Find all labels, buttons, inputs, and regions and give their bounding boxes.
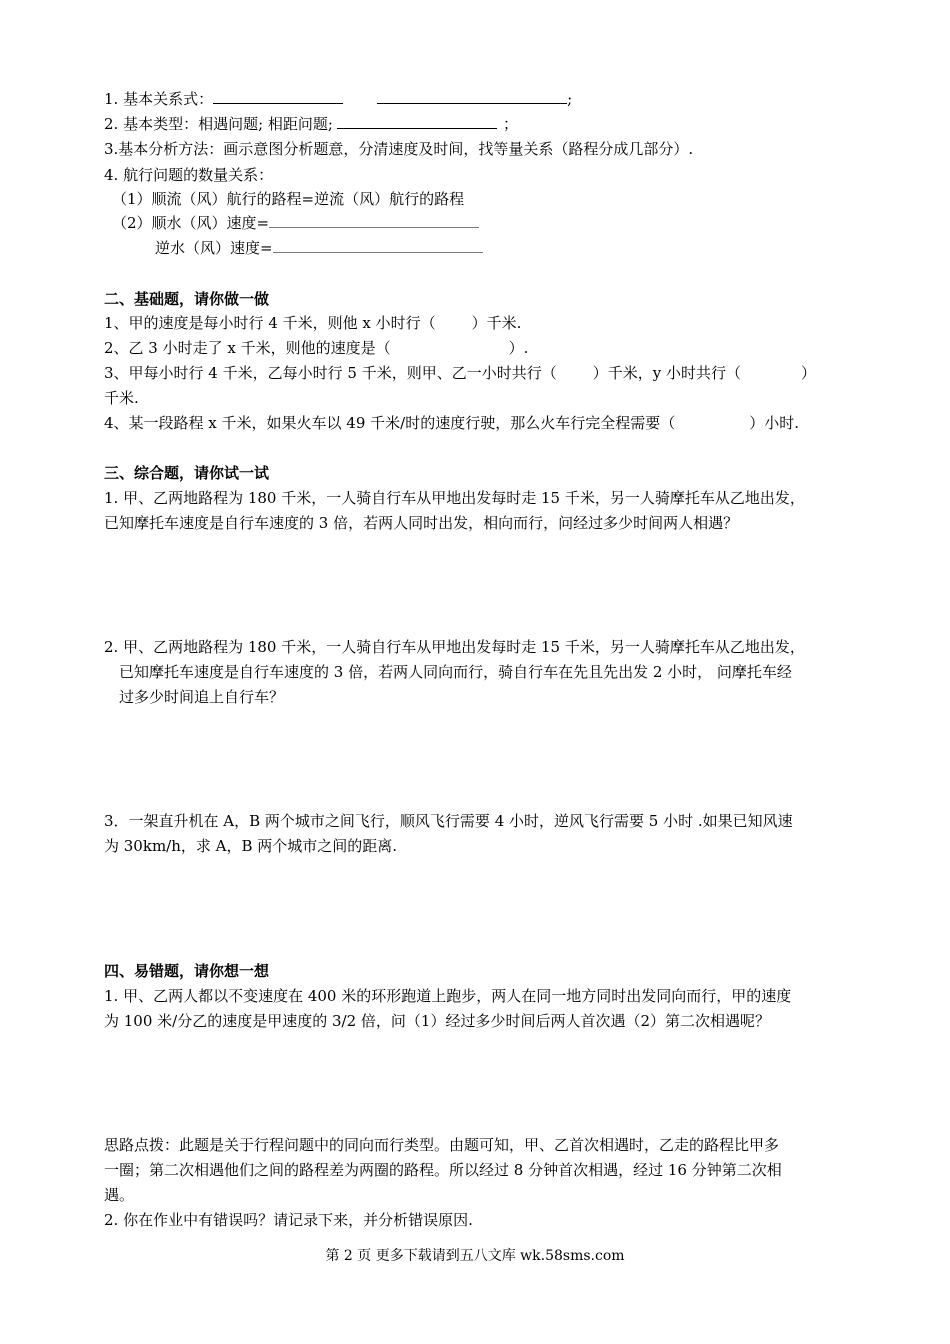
section-3-q1-line1: 1. 甲、乙两地路程为 180 千米，一人骑自行车从甲地出发每时走 15 千米，另一人骑摩托车从乙地出发， (104, 489, 805, 507)
answer-blank[interactable] (273, 238, 483, 253)
section-3-q2-line3: 过多少时间追上自行车？ (119, 688, 285, 706)
section-4-q1-line1: 1. 甲、乙两人都以不变速度在 400 米的环形跑道上跑步，两人在同一地方同时出发同向而行，甲的速度 (104, 987, 792, 1005)
item-1-basic-relation (104, 89, 572, 109)
section-2-q3 (104, 363, 816, 383)
section-2-q1 (104, 313, 521, 333)
item-2-text: 2. 基本类型：相遇问题; 相距问题; (104, 115, 333, 133)
hint-line2: 一圈；第二次相遇他们之间的路程差为两圈的路程。所以经过 8 分钟首次相遇，经过 16 分钟第二次相 (104, 1161, 782, 1179)
item-3-method: 3.基本分析方法：画示意图分析题意，分清速度及时间，找等量关系（路程分成几部分）. (104, 140, 694, 158)
section-2-q3-cont: 千米. (104, 389, 139, 407)
q4-text: 4、某一段路程 x 千米，如果火车以 49 千米/时的速度行驶，那么火车行完全程需要（ (104, 414, 676, 432)
q3-text-end: ） (800, 364, 816, 382)
item-4-3-text: 逆水（风）速度= (155, 239, 273, 257)
answer-blank[interactable] (337, 114, 497, 129)
section-3-heading: 三、综合题，请你试一试 (104, 464, 270, 482)
q2-text-end: ）. (508, 339, 529, 357)
item-4-3 (155, 238, 483, 258)
section-3-q3-line2: 为 30km/h，求 A，B 两个城市之间的距离. (104, 837, 398, 855)
section-4-heading: 四、易错题，请你想一想 (104, 962, 270, 980)
item-4-1: （1）顺流（风）航行的路程=逆流（风）航行的路程 (112, 190, 465, 208)
section-4-q2: 2. 你在作业中有错误吗？请记录下来，并分析错误原因. (104, 1211, 473, 1229)
section-3-q3-line1: 3．一架直升机在 A，B 两个城市之间飞行，顺风飞行需要 4 小时，逆风飞行需要 5 小时 .如果已知风速 (104, 812, 793, 830)
page-footer: 第 2 页 更多下载请到五八文库 wk.58sms.com (325, 1248, 625, 1264)
section-3-q2-line1: 2. 甲、乙两地路程为 180 千米，一人骑自行车从甲地出发每时走 15 千米，另一人骑摩托车从乙地出发， (104, 638, 805, 656)
section-2-q2 (104, 338, 528, 358)
answer-blank[interactable] (269, 213, 479, 228)
section-2-heading: 二、基础题，请你做一做 (104, 290, 270, 308)
item-4-2-text: （2）顺水（风）速度= (112, 214, 270, 232)
answer-blank[interactable] (377, 89, 567, 104)
section-4-q1-line2: 为 100 米/分乙的速度是甲速度的 3/2 倍，问（1）经过多少时间后两人首次遇（2）第二次相遇呢？ (104, 1012, 770, 1030)
section-3-q1-line2: 已知摩托车速度是自行车速度的 3 倍，若两人同时出发，相向而行，问经过多少时间两人相遇？ (104, 514, 739, 532)
item-2-basic-types (104, 114, 518, 134)
q1-text-end: ）千米. (471, 314, 522, 332)
section-3-q2-line2: 已知摩托车速度是自行车速度的 3 倍，若两人同向而行，骑自行车在先且先出发 2 小时， 问摩托车经 (119, 663, 792, 681)
section-2-q4 (104, 413, 799, 433)
punctuation: ； (502, 115, 518, 133)
item-4-heading: 4. 航行问题的数量关系： (104, 166, 274, 184)
q2-text: 2、乙 3 小时走了 x 千米，则他的速度是（ (104, 339, 391, 357)
punctuation: ; (567, 90, 573, 108)
q3-text: 3、甲每小时行 4 千米，乙每小时行 5 千米，则甲、乙一小时共行（ (104, 364, 557, 382)
hint-line3: 遇。 (104, 1186, 135, 1204)
hint-line1: 思路点拨：此题是关于行程问题中的同向而行类型。由题可知，甲、乙首次相遇时，乙走的路程比甲多 (104, 1136, 780, 1154)
answer-blank[interactable] (213, 89, 343, 104)
q4-text-end: ）小时. (749, 414, 800, 432)
item-4-2 (112, 213, 479, 233)
q3-text-mid: ）千米，y 小时共行（ (592, 364, 741, 382)
item-1-text: 1. 基本关系式： (104, 90, 214, 108)
q1-text: 1、甲的速度是每小时行 4 千米，则他 x 小时行（ (104, 314, 436, 332)
